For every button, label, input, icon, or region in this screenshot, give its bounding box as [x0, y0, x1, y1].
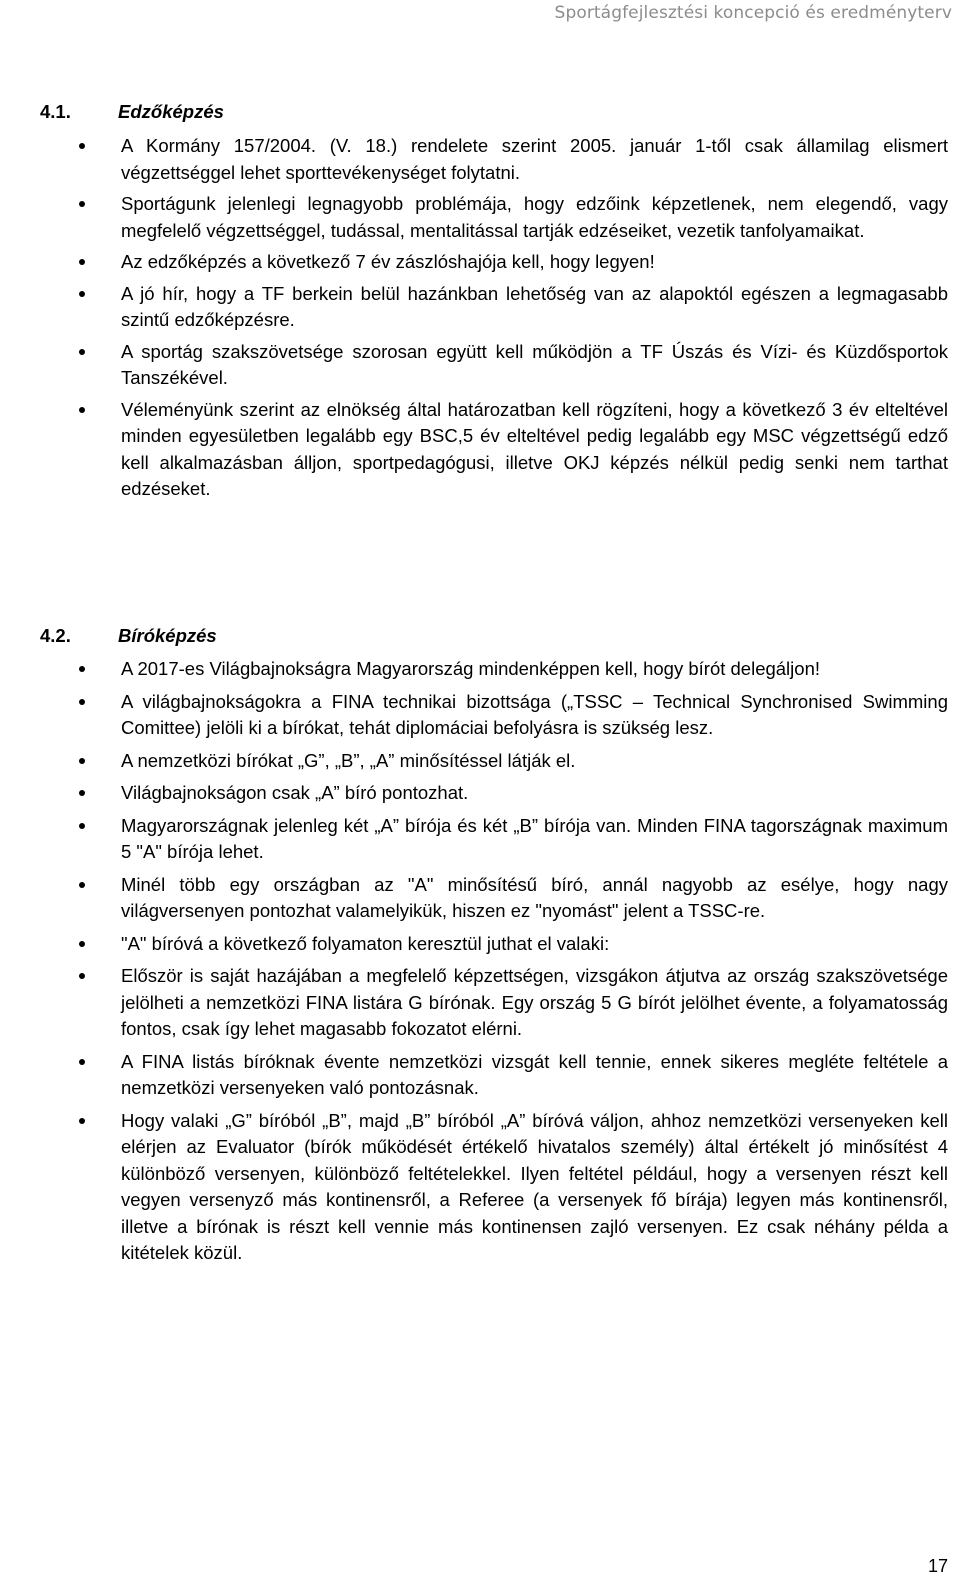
section-title: Edzőképzés — [118, 101, 224, 122]
list-item: A nemzetközi bírókat „G”, „B”, „A” minősítéssel látják el. — [0, 748, 960, 775]
list-item: A FINA listás bíróknak évente nemzetközi vizsgát kell tennie, ennek sikeres megléte feltétele a nemzetközi versenyeken való pontozásnak. — [0, 1049, 960, 1102]
list-item: A Kormány 157/2004. (V. 18.) rendelete szerint 2005. január 1-től csak államilag elismert végzettséggel lehet sporttevékenységet folytatni. — [0, 133, 960, 186]
list-item: A sportág szakszövetsége szorosan együtt kell működjön a TF Úszás és Vízi- és Küzdősportok Tanszékével. — [0, 339, 960, 392]
list-item: Véleményünk szerint az elnökség által határozatban kell rögzíteni, hogy a következő 3 év elteltével minden egyesületben legalább egy BSC,5 év elteltével pedig legalább egy MSC végzettségű edző kell alkalmazásban álljon, sportpedagógusi, illetve OKJ képzés nélkül pedig senki nem tarthat edzéseket. — [0, 397, 960, 503]
list-item: A világbajnokságokra a FINA technikai bizottsága („TSSC – Technical Synchronised Swimming Comittee) jelöli ki a bírókat, tehát diplomáciai befolyásra is szükség lesz. — [0, 689, 960, 742]
section-title: Bíróképzés — [118, 625, 217, 646]
list-item: Hogy valaki „G” bíróból „B”, majd „B” bíróból „A” bíróvá váljon, ahhoz nemzetközi versenyeken kell elérjen az Evaluator (bírók működését értékelő hivatalos személy) által értékelt jó minősítést 4 különböző versenyen, különböző feltételekkel. Ilyen feltétel például, hogy a versenyen részt kell vegyen versenyző más kontinensről, a Referee (a versenyek fő bírája) legyen más kontinensről, illetve a bírónak is részt kell vennie más kontinensen zajló versenyen. Ez csak néhány példa a kitételek közül. — [0, 1108, 960, 1267]
page-number: 17 — [927, 1556, 948, 1576]
section-heading-birokepzes — [40, 625, 217, 647]
section-number: 4.2. — [40, 625, 71, 646]
bullet-list-birokepzes — [0, 656, 960, 1273]
running-header: Sportágfejlesztési koncepció és eredményterv — [554, 3, 952, 23]
list-item: Minél több egy országban az "A" minősítésű bíró, annál nagyobb az esélye, hogy nagy világversenyen pontozhat valamelyikük, hiszen ez "nyomást" jelent a TSSC-re. — [0, 872, 960, 925]
list-item: A 2017-es Világbajnokságra Magyarország mindenképpen kell, hogy bírót delegáljon! — [0, 656, 960, 683]
list-item: Először is saját hazájában a megfelelő képzettségen, vizsgákon átjutva az ország szakszövetsége jelölheti a nemzetközi FINA listára G bírónak. Egy ország 5 G bírót jelölhet évente, a folyamatosság fontos, csak így lehet magasabb fokozatot elérni. — [0, 963, 960, 1043]
bullet-list-edzokepzes — [0, 133, 960, 508]
list-item: Magyarországnak jelenleg két „A” bírója és két „B” bírója van. Minden FINA tagországnak maximum 5 "A" bírója lehet. — [0, 813, 960, 866]
list-item: Sportágunk jelenlegi legnagyobb problémája, hogy edzőink képzetlenek, nem elegendő, vagy megfelelő végzettséggel, tudással, mentalitással tartják edzéseiket, vezetik tanfolyamaikat. — [0, 191, 960, 244]
list-item: "A" bíróvá a következő folyamaton keresztül juthat el valaki: — [0, 931, 960, 958]
section-heading-edzokepzes — [40, 101, 224, 123]
list-item: Az edzőképzés a következő 7 év zászlóshajója kell, hogy legyen! — [0, 249, 960, 276]
section-number: 4.1. — [40, 101, 71, 122]
list-item: A jó hír, hogy a TF berkein belül hazánkban lehetőség van az alapoktól egészen a legmagasabb szintű edzőképzésre. — [0, 281, 960, 334]
list-item: Világbajnokságon csak „A” bíró pontozhat. — [0, 780, 960, 807]
